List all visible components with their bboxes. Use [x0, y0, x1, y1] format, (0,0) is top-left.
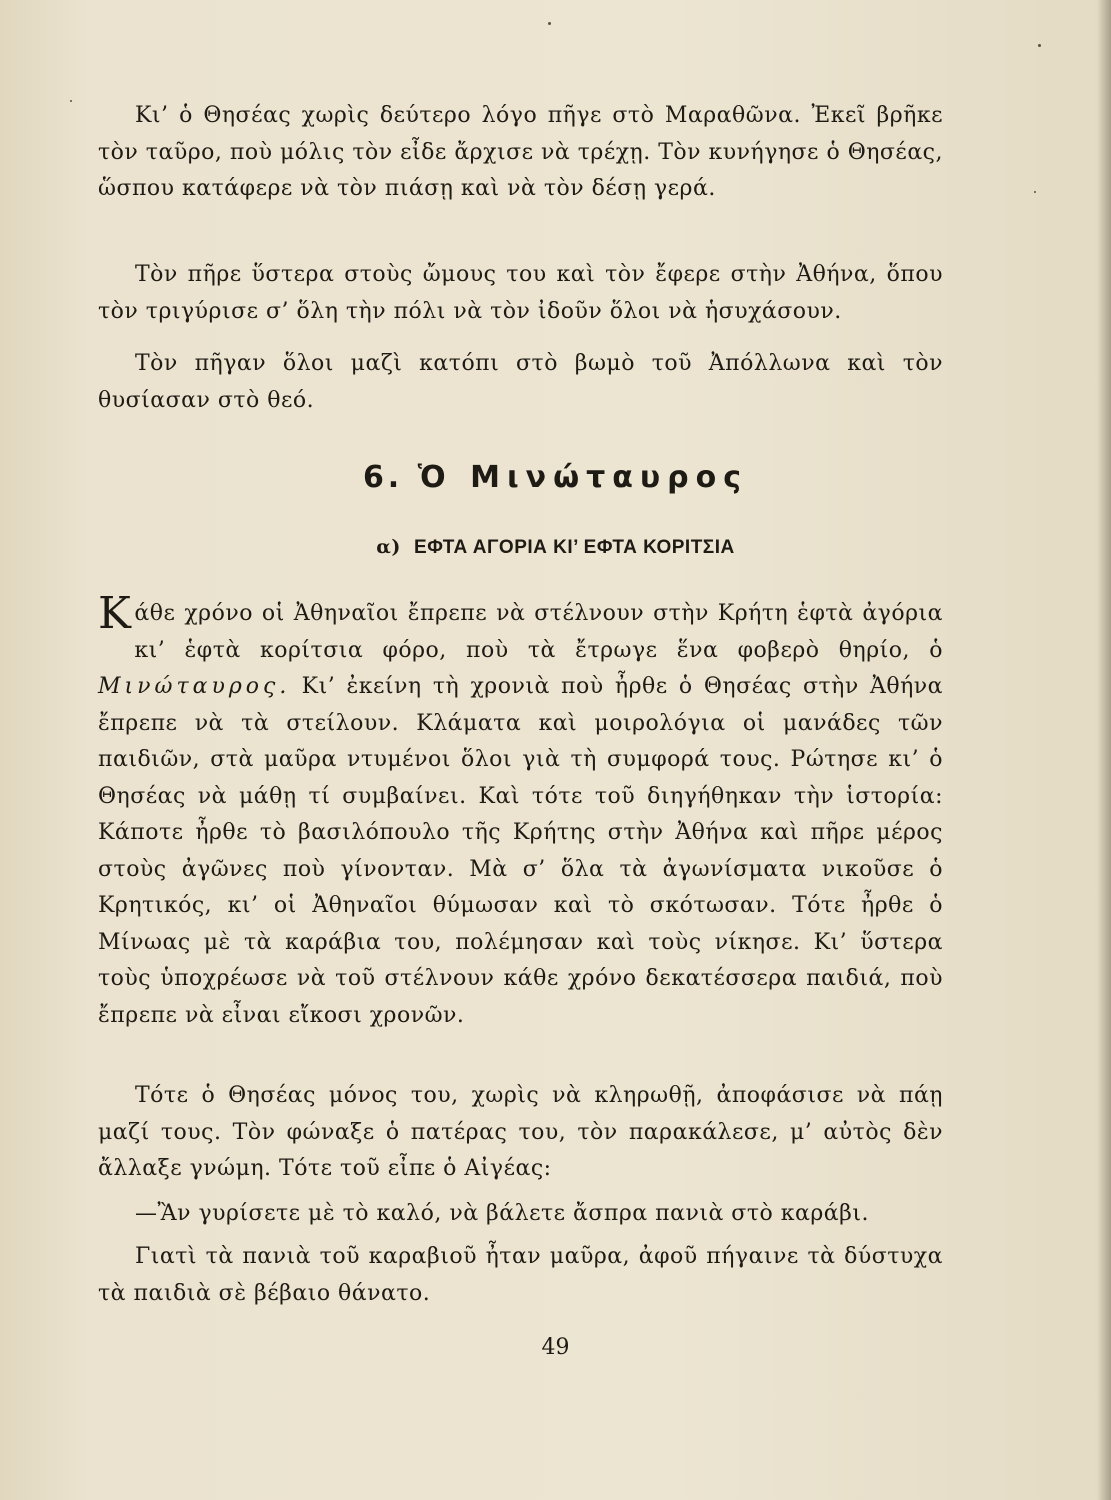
paper-speck — [1038, 44, 1041, 47]
section-heading — [0, 536, 1111, 559]
paper-speck — [548, 22, 551, 25]
drop-cap: Κ — [98, 588, 132, 639]
paragraph-5: Τότε ὁ Θησέας μόνος του, χωρὶς νὰ κληρωθῇ, ἀποφάσισε νὰ πάῃ μαζί τους. Τὸν φώναξε ὁ πατέρας του, τὸν παρακάλεσε, μ’ αὐτὸς δὲν ἄλλαξε γνώμη. Τότε τοῦ εἶπε ὁ Αἰγέας: — [98, 1083, 943, 1181]
text-after-name: Κι’ ἐκείνη τὴ χρονιὰ ποὺ ἦρθε ὁ Θησέας στὴν Ἀθήνα ἔπρεπε νὰ τὰ στείλουν. Κλάματα καὶ μοιρολόγια οἱ μανάδες τῶν παιδιῶν, στὰ μαῦρα ντυμένοι ὅλοι γιὰ τὴ συμφορά τους. Ρώτησε κι’ ὁ Θησέας νὰ μάθῃ τί συμβαίνει. Καὶ τότε τοῦ διηγήθηκαν τὴν ἱστορία: Κάποτε ἦρθε τὸ βασιλόπουλο τῆς Κρήτης στὴν Ἀθήνα καὶ πῆρε μέρος στοὺς ἀγῶνες ποὺ γίνονταν. Μὰ σ’ ὅλα τὰ ἀγωνίσματα νικοῦσε ὁ Κρητικός, κι’ οἱ Ἀθηναῖοι θύμωσαν καὶ τὸ σκότωσαν. Τότε ἦρθε ὁ Μίνωας μὲ τὰ καράβια του, πολέμησαν καὶ τοὺς νίκησε. Κι’ ὕστερα τοὺς ὑποχρέωσε νὰ τοῦ στέλνουν κάθε χρόνο δεκατέσσερα παιδιά, ποὺ ἔπρεπε νὰ εἶναι εἴκοσι χρονῶν. — [98, 674, 943, 1028]
main-paragraph — [98, 588, 943, 1034]
page-edge-shadow — [1097, 0, 1111, 1500]
chapter-heading — [0, 460, 1111, 495]
dialogue-line: —Ἂν γυρίσετε μὲ τὸ καλό, νὰ βάλετε ἄσπρα πανιὰ στὸ καράβι. — [135, 1201, 869, 1226]
paragraph-7: Γιατὶ τὰ πανιὰ τοῦ καραβιοῦ ἦταν μαῦρα, ἀφοῦ πήγαινε τὰ δύστυχα τὰ παιδιὰ σὲ βέβαιο θάνατο. — [98, 1244, 943, 1306]
paper-speck — [70, 100, 72, 102]
paragraph-2: Τὸν πῆρε ὕστερα στοὺς ὤμους του καὶ τὸν ἔφερε στὴν Ἀθήνα, ὅπου τὸν τριγύρισε σ’ ὅλη τὴν πόλι νὰ τὸν ἰδοῦν ὅλοι νὰ ἡσυχάσουν. — [98, 262, 943, 324]
minotaur-name: Μινώταυρος. — [98, 674, 291, 699]
section-marker: α) — [376, 536, 401, 558]
page-number: 49 — [541, 1335, 570, 1360]
text-before-name: άθε χρόνο οἱ Ἀθηναῖοι ἔπρεπε νὰ στέλνουν στὴν Κρήτη ἑφτὰ ἀγόρια κι’ ἑφτὰ κορίτσια φόρο, ποὺ τὰ ἔτρωγε ἕνα φοβερὸ θηρίο, ὁ — [134, 601, 943, 663]
paragraph-3: Τὸν πῆγαν ὅλοι μαζὶ κατόπι στὸ βωμὸ τοῦ Ἀπόλλωνα καὶ τὸν θυσίασαν στὸ θεό. — [98, 351, 943, 413]
chapter-number: 6. — [362, 460, 404, 495]
section-title: ΕΦΤΑ ΑΓΟΡΙΑ ΚΙ’ ΕΦΤΑ ΚΟΡΙΤΣΙΑ — [414, 537, 735, 558]
paper-speck — [1034, 191, 1036, 193]
paragraph-1: Κι’ ὁ Θησέας χωρὶς δεύτερο λόγο πῆγε στὸ Μαραθῶνα. Ἐκεῖ βρῆκε τὸν ταῦρο, ποὺ μόλις τὸν εἶδε ἄρχισε νὰ τρέχῃ. Τὸν κυνήγησε ὁ Θησέας, ὥσπου κατάφερε νὰ τὸν πιάσῃ καὶ νὰ τὸν δέσῃ γερά. — [98, 103, 943, 201]
chapter-title: Ὁ Μινώταυρος — [417, 460, 749, 495]
